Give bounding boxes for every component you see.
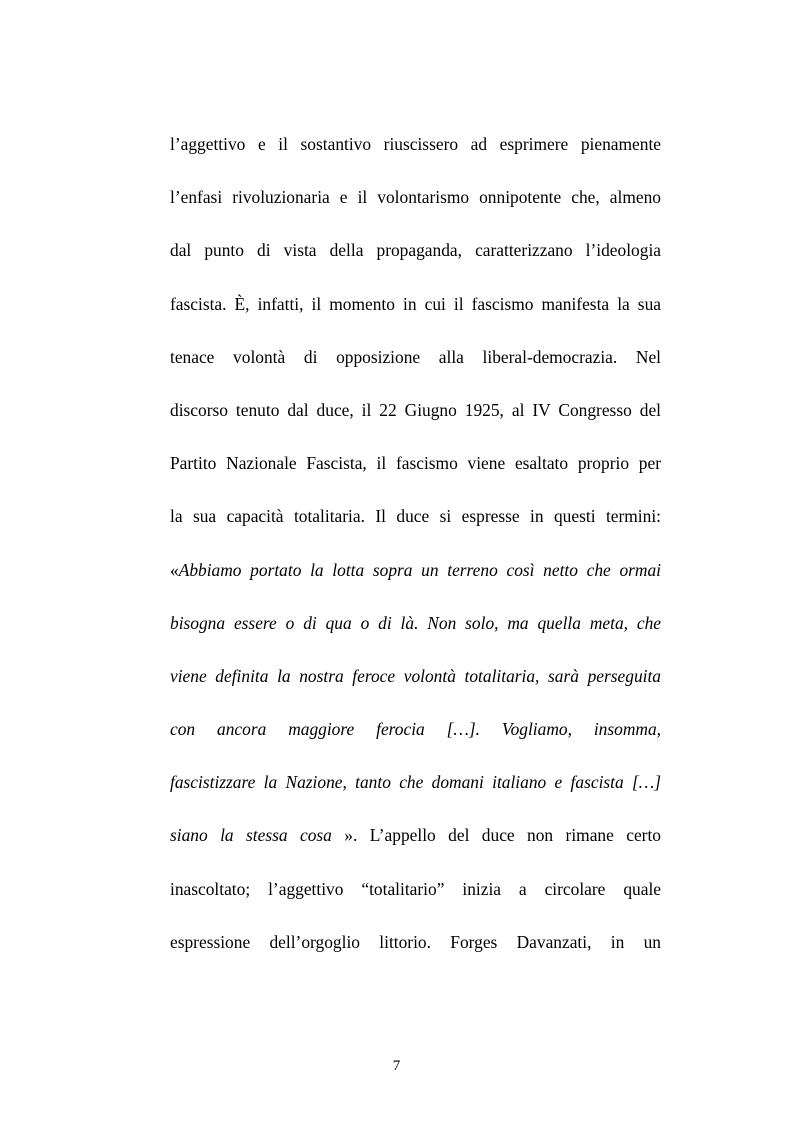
text-line [170, 764, 661, 817]
text-line [170, 179, 661, 232]
text-line [170, 871, 661, 924]
text-line [170, 339, 661, 392]
text-line [170, 126, 661, 179]
text-line [170, 445, 661, 498]
quoted-speech-run: Abbiamo portato la lotta sopra un terreno così netto che ormai [178, 559, 661, 580]
text-run: « [170, 559, 179, 580]
text-line [170, 498, 661, 551]
text-line [170, 711, 661, 764]
text-run: tenace volontà di opposizione alla liberal-democrazia. Nel [170, 346, 661, 367]
text-line [170, 552, 661, 605]
text-run: espressione dell’orgoglio littorio. Forges Davanzati, in un [170, 931, 661, 952]
text-run: ». L’appello del duce non rimane certo [331, 825, 661, 846]
text-run: discorso tenuto dal duce, il 22 Giugno 1925, al IV Congresso del [170, 399, 661, 420]
quoted-speech-run: fascistizzare la Nazione, tanto che domani italiano e fascista […] [170, 772, 661, 793]
page-number: 7 [392, 1058, 401, 1074]
text-run: dal punto di vista della propaganda, caratterizzano l’ideologia [170, 240, 661, 261]
text-line [170, 232, 661, 285]
quoted-speech-run: viene definita la nostra feroce volontà totalitaria, sarà perseguita [170, 665, 661, 686]
text-line [170, 924, 661, 977]
text-run: la sua capacità totalitaria. Il duce si espresse in questi termini: [170, 506, 661, 527]
text-run: l’aggettivo e il sostantivo riuscissero ad esprimere pienamente [170, 134, 661, 154]
text-line [170, 286, 661, 339]
text-run: inascoltato; l’aggettivo “totalitario” inizia a circolare quale [170, 878, 661, 899]
text-line [170, 817, 661, 870]
body-text [170, 126, 661, 977]
text-line [170, 392, 661, 445]
text-run: fascista. È, infatti, il momento in cui il fascismo manifesta la sua [170, 293, 661, 314]
quoted-speech-run: bisogna essere o di qua o di là. Non solo, ma quella meta, che [170, 612, 661, 633]
text-run: Partito Nazionale Fascista, il fascismo viene esaltato proprio per [170, 453, 661, 474]
quoted-speech-run: siano la stessa cosa [170, 825, 332, 846]
text-line [170, 658, 661, 711]
text-run: l’enfasi rivoluzionaria e il volontarismo onnipotente che, almeno [170, 187, 661, 208]
quoted-speech-run: con ancora maggiore ferocia […]. Vogliamo, insomma, [170, 719, 661, 740]
text-line [170, 605, 661, 658]
